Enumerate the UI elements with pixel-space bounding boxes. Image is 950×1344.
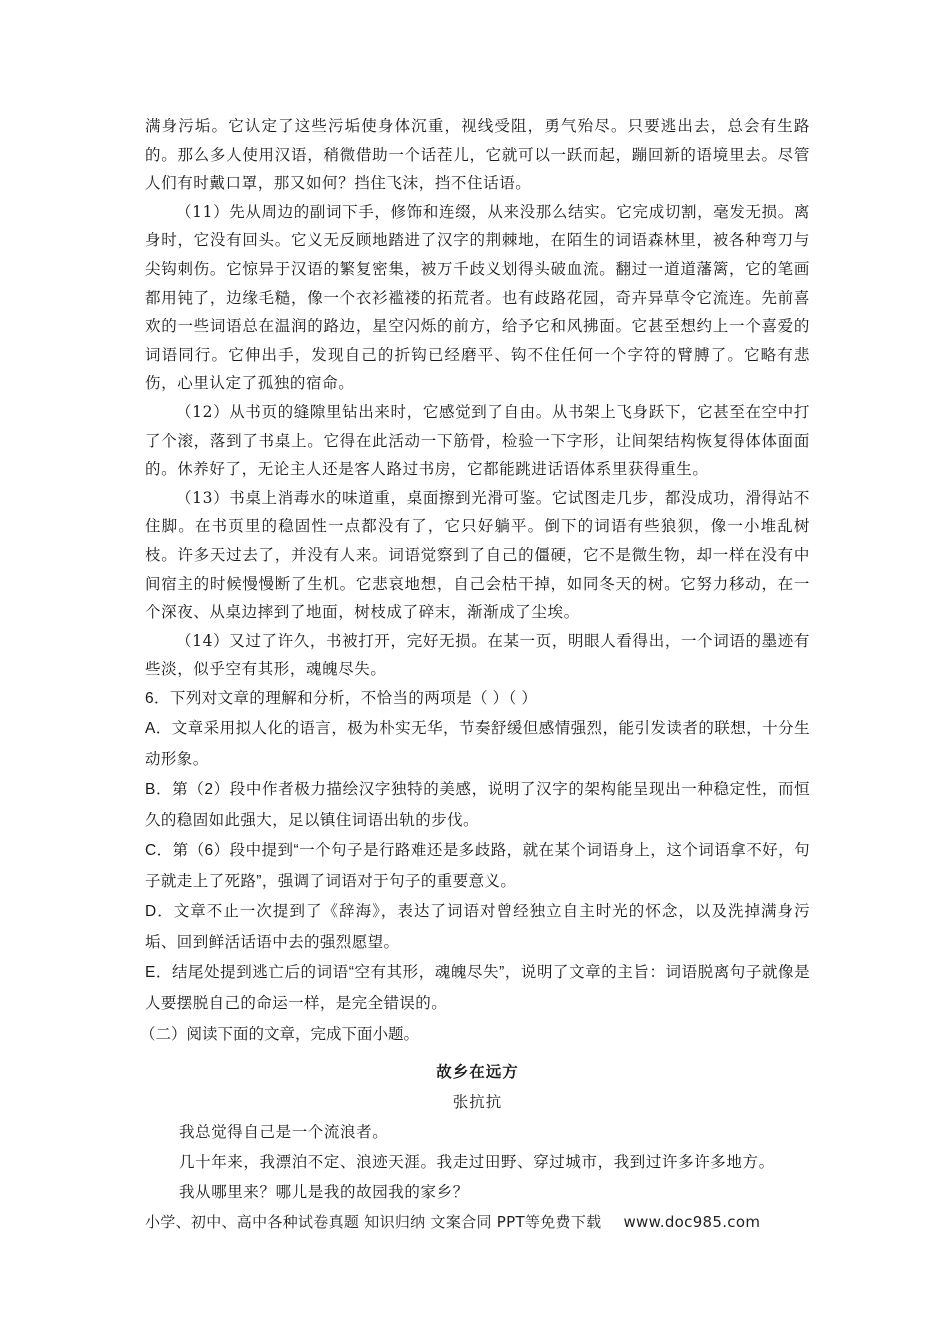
paragraph-11: （11）先从周边的副词下手，修饰和连缀，从来没那么结实。它完成切割，毫发无损。离身时，它没有回头。它义无反顾地踏进了汉字的荆棘地，在陌生的词语森林里，被各种弯刀与尖钩刺伤。它惊异于汉语的繁复密集，被万千歧义划得头破血流。翻过一道道藩篱，它的笔画都用钝了，边缘毛糙，像一个衣衫褴褛的拓荒者。也有歧路花园，奇卉异草令它流连。先前喜欢的一些词语总在温润的路边，星空闪烁的前方，给予它和风拂面。它甚至想约上一个喜爱的词语同行。它伸出手，发现自己的折钩已经磨平、钩不住任何一个字符的臂膊了。它略有悲伤，心里认定了孤独的宿命。 <box>145 202 810 393</box>
article-title: 故乡在远方 <box>436 1062 519 1082</box>
article-author: 张抗抗 <box>452 1093 503 1112</box>
footer-text: 小学、初中、高中各种试卷真题 知识归纳 文案合同 PPT等免费下载 <box>145 1213 602 1231</box>
paragraph-13: （13）书桌上消毒水的味道重，桌面擦到光滑可鉴。它试图走几步，都没成功，滑得站不住脚。在书页里的稳固性一点都没有了，它只好躺平。倒下的词语有些狼狈，像一小堆乱树枝。许多天过去了，并没有人来。词语觉察到了自己的僵硬，它不是微生物，却一样在没有中间宿主的时候慢慢断了生机。它悲哀地想，自己会枯干掉，如同冬天的树。它努力移动，在一个深夜、从桌边摔到了地面，树枝成了碎末，渐渐成了尘埃。 <box>145 488 810 622</box>
option-c: C．第（6）段中提到“一个句子是行路难还是多歧路，就在某个词语身上，这个词语拿不好，句子就走上了死路”，强调了词语对于句子的重要意义。 <box>145 842 810 890</box>
paragraph-12: （12）从书页的缝隙里钻出来时，它感觉到了自由。从书架上飞身跃下，它甚至在空中打了个滚，落到了书桌上。它得在此活动一下筋骨，检验一下字形，让间架结构恢复得体体面面的。休养好了，无论主人还是客人路过书房，它都能跳进话语体系里获得重生。 <box>145 402 810 479</box>
option-d: D．文章不止一次提到了《辞海》，表达了词语对曾经独立自主时光的怀念，以及洗掉满身污垢、回到鲜活话语中去的强烈愿望。 <box>145 903 810 951</box>
article-line-1: 我总觉得自己是一个流浪者。 <box>179 1123 389 1142</box>
document-body <box>140 112 810 1207</box>
paragraph-14: （14）又过了许久，书被打开，完好无损。在某一页，明眼人看得出，一个词语的墨迹有些淡，似乎空有其形，魂魄尽失。 <box>145 631 810 679</box>
option-e: E．结尾处提到逃亡后的词语“空有其形，魂魄尽失”，说明了文章的主旨：词语脱离句子就像是人要摆脱自己的命运一样，是完全错误的。 <box>145 964 810 1012</box>
question-6 <box>145 684 810 1020</box>
question-stem: 6．下列对文章的理解和分析，不恰当的两项是（ ）（ ） <box>145 689 538 707</box>
section-heading: （二）阅读下面的文章，完成下面小题。 <box>140 1026 420 1044</box>
article-line-2: 几十年来，我漂泊不定、浪迹天涯。我走过田野、穿过城市，我到过许多许多地方。 <box>179 1153 775 1172</box>
option-b: B．第（2）段中作者极力描绘汉字独特的美感，说明了汉字的架构能呈现出一种稳定性，而恒久的稳固如此强大，足以镇住词语出轨的步伐。 <box>145 781 810 829</box>
option-a: A．文章采用拟人化的语言，极为朴实无华，节奏舒缓但感情强烈，能引发读者的联想，十分生动形象。 <box>145 720 810 768</box>
article-line-3: 我从哪里来？哪儿是我的故园我的家乡？ <box>179 1183 469 1202</box>
page-footer <box>145 1211 815 1232</box>
paragraph-continued: 满身污垢。它认定了这些污垢使身体沉重，视线受阻，勇气殆尽。只要逃出去，总会有生路的。那么多人使用汉语，稍微借助一个话茬儿，它就可以一跃而起，蹦回新的语境里去。尽管人们有时戴口罩，那又如何？挡住飞沫，挡不住话语。 <box>145 117 810 193</box>
footer-site-link[interactable]: www.doc985.com <box>623 1213 761 1231</box>
